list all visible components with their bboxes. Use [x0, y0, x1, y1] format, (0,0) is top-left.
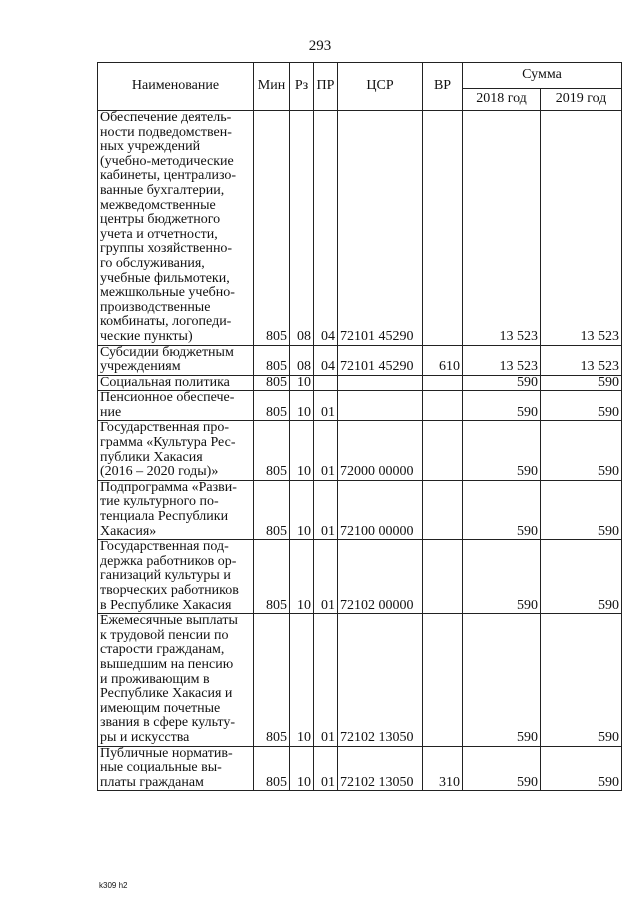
row-pr: 01 [314, 540, 338, 614]
row-sum-2018: 590 [463, 540, 541, 614]
row-rz: 10 [290, 421, 314, 480]
page-number: 293 [308, 38, 332, 54]
row-name: Ежемесячные выплаты к трудовой пенсии по старости гражданам, вышедшим на пенсию и проживающим в Республике Хакасия и имеющим почетные звания в сфере культу- ры и искусства [98, 614, 254, 746]
row-csr: 72101 45290 [338, 345, 423, 375]
row-name: Государственная под- держка работников ор- ганизаций культуры и творческих работников в Республике Хакасия [98, 540, 254, 614]
row-sum-2019: 590 [541, 391, 622, 421]
header-min: Мин [254, 63, 290, 111]
row-sum-2018: 13 523 [463, 111, 541, 346]
header-name: Наименование [98, 63, 254, 111]
row-min: 805 [254, 391, 290, 421]
row-sum-2018: 13 523 [463, 345, 541, 375]
row-rz: 10 [290, 391, 314, 421]
row-csr: 72102 13050 [338, 746, 423, 791]
header-sum: Сумма [463, 63, 622, 89]
table-row [98, 480, 622, 539]
row-sum-2019: 13 523 [541, 345, 622, 375]
row-vr: 310 [423, 746, 463, 791]
row-min: 805 [254, 345, 290, 375]
row-csr: 72102 13050 [338, 614, 423, 746]
header-csr: ЦСР [338, 63, 423, 111]
header-vr: ВР [423, 63, 463, 111]
budget-table [97, 62, 622, 791]
row-rz: 10 [290, 746, 314, 791]
table-row [98, 375, 622, 391]
row-csr: 72102 00000 [338, 540, 423, 614]
row-min: 805 [254, 614, 290, 746]
row-min: 805 [254, 421, 290, 480]
table-row [98, 111, 622, 346]
row-rz: 08 [290, 345, 314, 375]
row-csr: 72000 00000 [338, 421, 423, 480]
row-sum-2019: 590 [541, 540, 622, 614]
table-row [98, 540, 622, 614]
row-vr [423, 480, 463, 539]
row-min: 805 [254, 540, 290, 614]
row-pr: 01 [314, 614, 338, 746]
table-body [98, 111, 622, 791]
row-rz: 10 [290, 480, 314, 539]
row-sum-2018: 590 [463, 480, 541, 539]
row-name: Публичные норматив- ные социальные вы- платы гражданам [98, 746, 254, 791]
row-rz: 10 [290, 614, 314, 746]
row-vr [423, 111, 463, 346]
row-min: 805 [254, 375, 290, 391]
row-sum-2018: 590 [463, 614, 541, 746]
row-name: Подпрограмма «Разви- тие культурного по- тенциала Республики Хакасия» [98, 480, 254, 539]
row-pr: 01 [314, 391, 338, 421]
row-name: Субсидии бюджетным учреждениям [98, 345, 254, 375]
table-header [98, 63, 622, 111]
row-name: Пенсионное обеспече- ние [98, 391, 254, 421]
row-min: 805 [254, 480, 290, 539]
row-sum-2019: 590 [541, 375, 622, 391]
row-pr: 04 [314, 345, 338, 375]
row-pr: 01 [314, 746, 338, 791]
row-pr: 01 [314, 480, 338, 539]
table-row [98, 391, 622, 421]
row-name: Государственная про- грамма «Культура Рес- публики Хакасия (2016 – 2020 годы)» [98, 421, 254, 480]
footer-code: k309 h2 [99, 881, 128, 890]
row-rz: 10 [290, 540, 314, 614]
row-csr: 72100 00000 [338, 480, 423, 539]
row-sum-2019: 13 523 [541, 111, 622, 346]
table-row [98, 345, 622, 375]
row-pr [314, 375, 338, 391]
row-csr [338, 391, 423, 421]
row-vr [423, 421, 463, 480]
row-pr: 01 [314, 421, 338, 480]
row-vr [423, 391, 463, 421]
row-csr [338, 375, 423, 391]
row-sum-2018: 590 [463, 746, 541, 791]
row-sum-2019: 590 [541, 746, 622, 791]
row-vr: 610 [423, 345, 463, 375]
row-vr [423, 614, 463, 746]
row-sum-2018: 590 [463, 375, 541, 391]
header-year-2018: 2018 год [463, 89, 541, 111]
row-min: 805 [254, 111, 290, 346]
table-row [98, 614, 622, 746]
row-pr: 04 [314, 111, 338, 346]
row-sum-2018: 590 [463, 421, 541, 480]
row-vr [423, 540, 463, 614]
row-min: 805 [254, 746, 290, 791]
row-csr: 72101 45290 [338, 111, 423, 346]
row-sum-2018: 590 [463, 391, 541, 421]
row-sum-2019: 590 [541, 480, 622, 539]
header-rz: Рз [290, 63, 314, 111]
header-pr: ПР [314, 63, 338, 111]
table-row [98, 746, 622, 791]
header-year-2019: 2019 год [541, 89, 622, 111]
row-sum-2019: 590 [541, 421, 622, 480]
row-rz: 08 [290, 111, 314, 346]
row-name: Социальная политика [98, 375, 254, 391]
row-vr [423, 375, 463, 391]
row-rz: 10 [290, 375, 314, 391]
row-name: Обеспечение деятель- ности подведомствен- ных учреждений (учебно-методические кабинеты, централизо- ванные бухгалтерии, межведомственные центры бюджетного учета и отчетности, группы хозяйственно- го обслуживания, учебные фильмотеки, межшкольные учебно- производственные комбинаты, логопеди- ческие пункты) [98, 111, 254, 346]
table-row [98, 421, 622, 480]
row-sum-2019: 590 [541, 614, 622, 746]
